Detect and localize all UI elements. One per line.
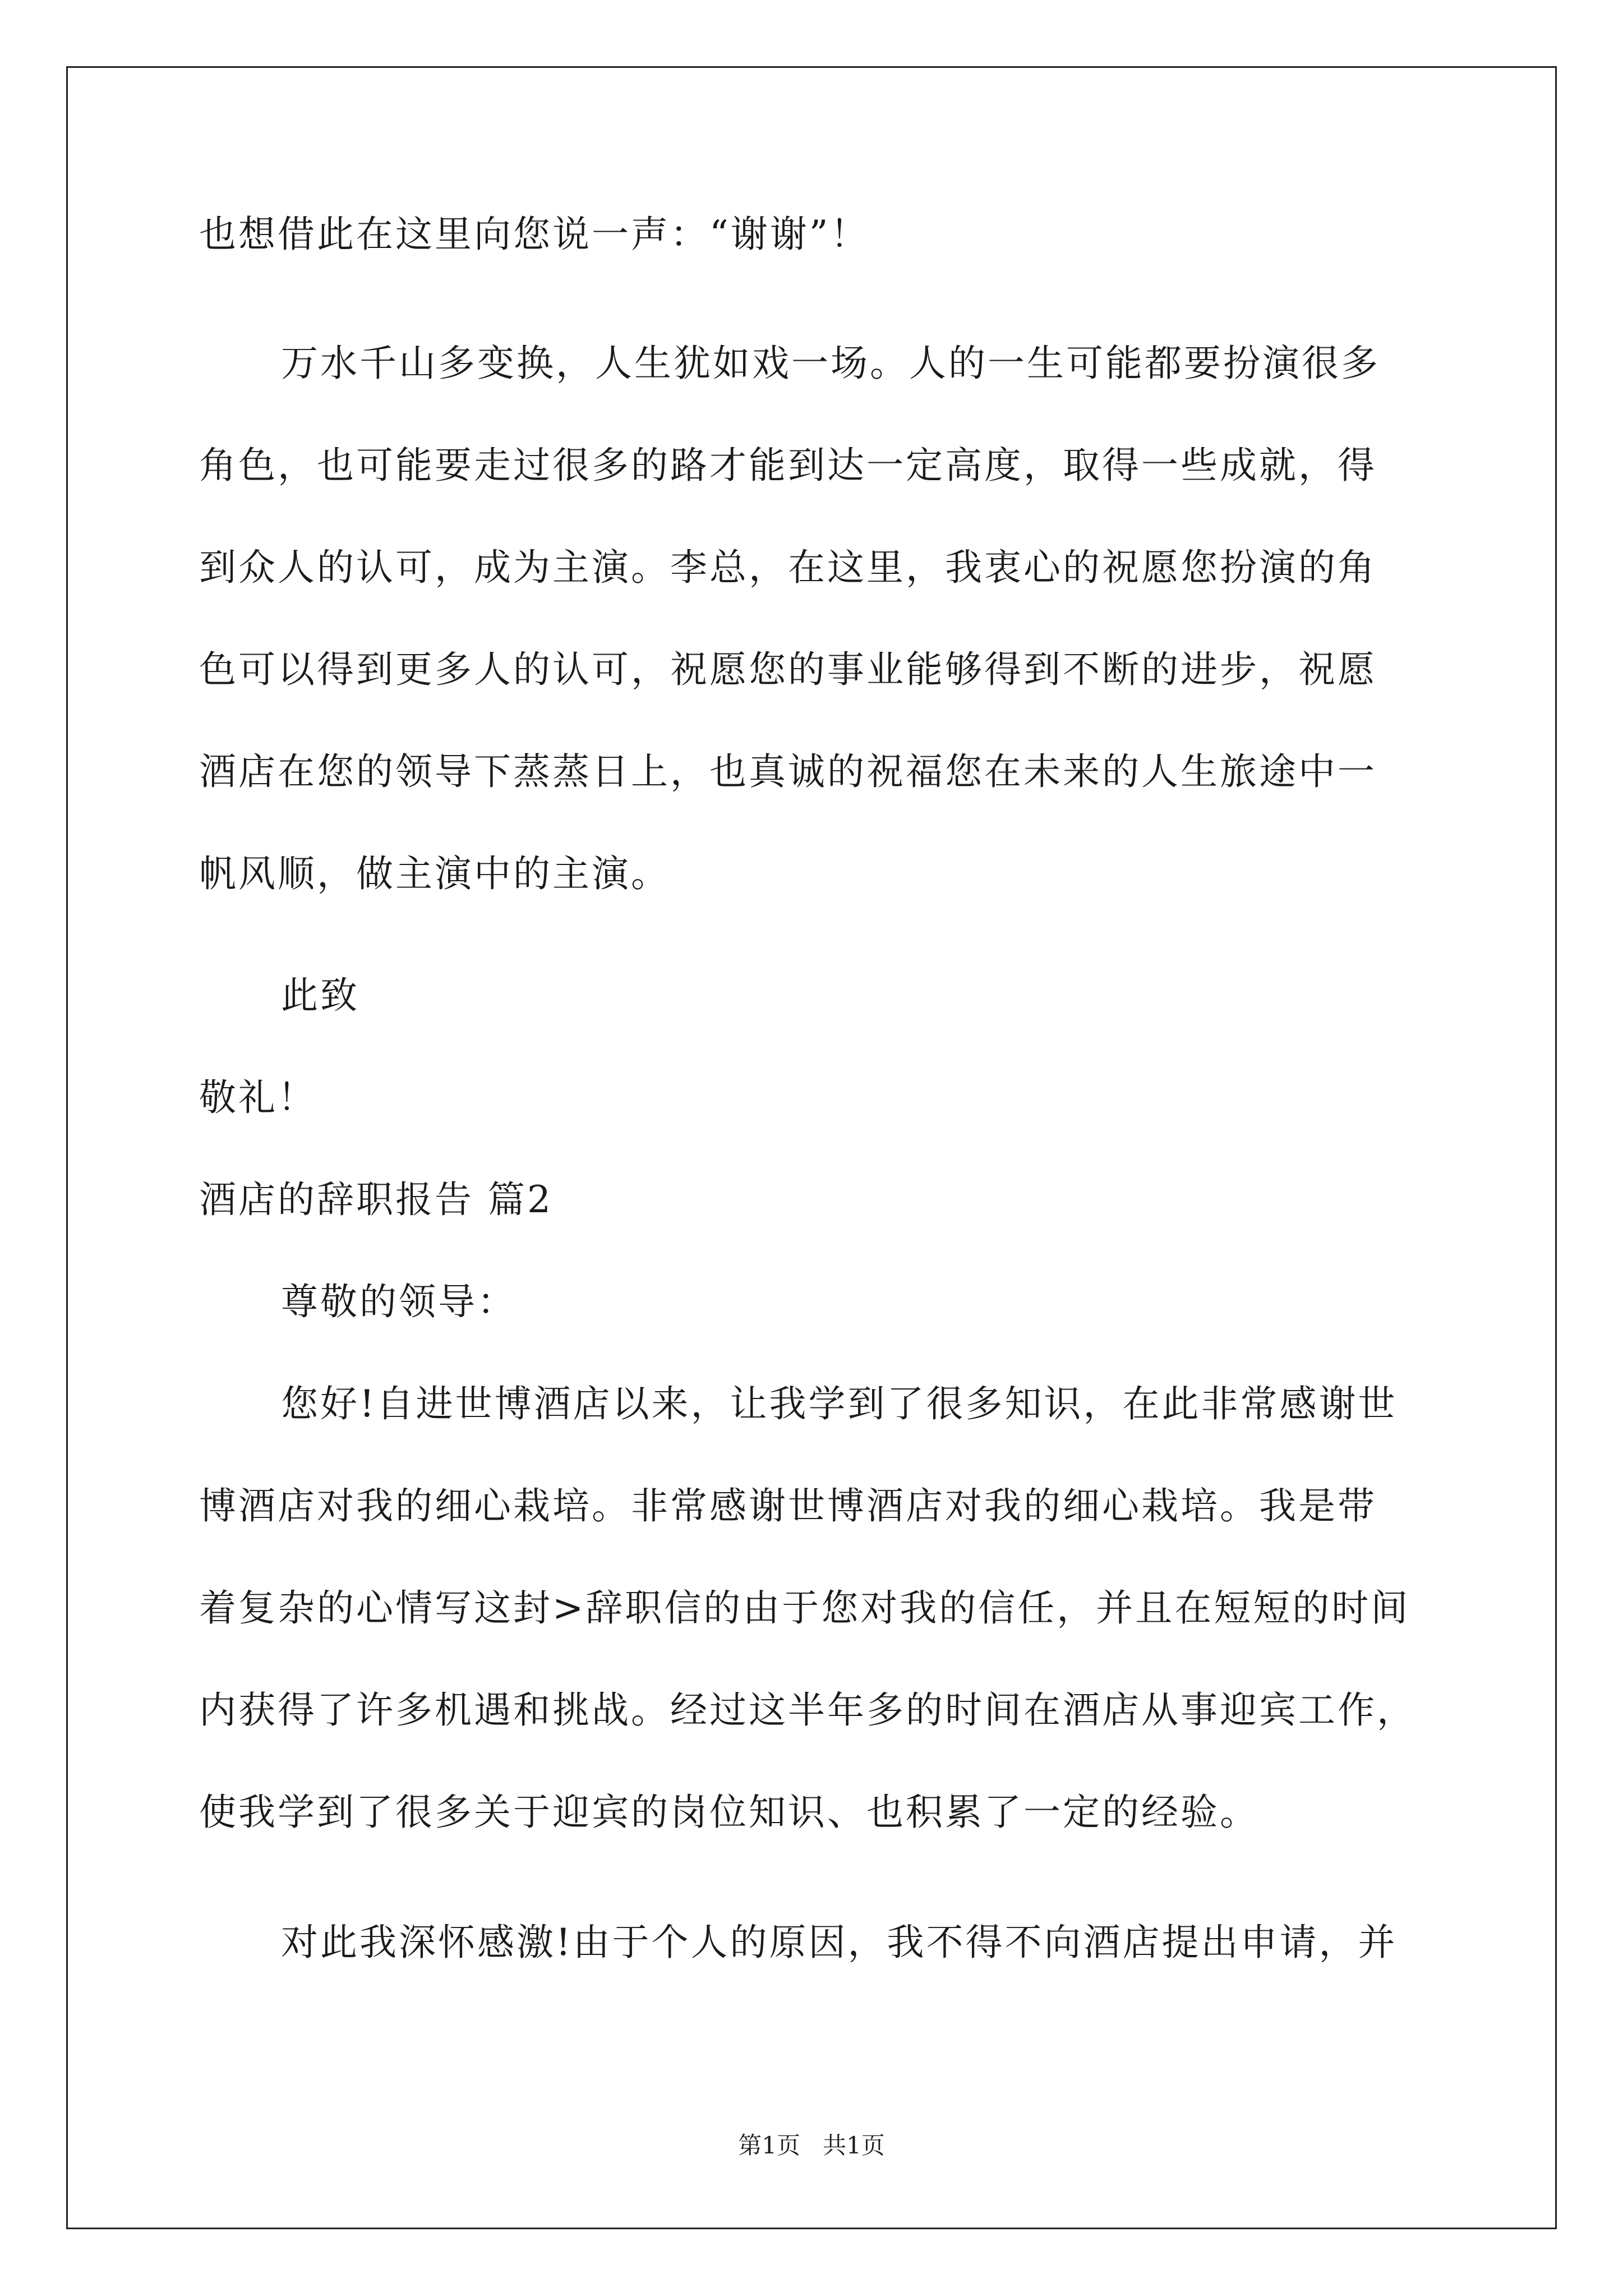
text-line: 使我学到了很多关于迎宾的岗位知识、也积累了一定的经验。 [199,1791,1259,1834]
greeting: 尊敬的领导： [281,1280,517,1323]
text-line: 内获得了许多机遇和挑战。经过这半年多的时间在酒店从事迎宾工作， [199,1688,1416,1732]
text-line: 角色，也可能要走过很多的路才能到达一定高度，取得一些成就，得 [199,444,1377,487]
text-line: 着复杂的心情写这封>辞职信的由于您对我的信任，并且在短短的时间 [199,1586,1410,1630]
paragraph-line: 您好!自进世博酒店以来，让我学到了很多知识，在此非常感谢世 [281,1382,1398,1425]
page-number-footer: 第1页 共1页 [738,2132,885,2159]
text-line: 色可以得到更多人的认可，祝愿您的事业能够得到不断的进步，祝愿 [199,648,1377,691]
text-line: 也想借此在这里向您说一声：“谢谢”！ [199,213,870,256]
paragraph-line: 对此我深怀感激!由于个人的原因，我不得不向酒店提出申请，并 [281,1921,1398,1964]
closing-regards: 敬礼！ [199,1076,317,1119]
section-title: 酒店的辞职报告 篇2 [199,1178,553,1221]
page-border [66,66,1557,2229]
text-line: 博酒店对我的细心栽培。非常感谢世博酒店对我的细心栽培。我是带 [199,1484,1377,1527]
paragraph-line: 万水千山多变换，人生犹如戏一场。人的一生可能都要扮演很多 [281,342,1380,385]
text-line: 到众人的认可，成为主演。李总，在这里，我衷心的祝愿您扮演的角 [199,546,1377,589]
text-line: 帆风顺，做主演中的主演。 [199,852,670,895]
text-line: 酒店在您的领导下蒸蒸日上，也真诚的祝福您在未来的人生旅途中一 [199,750,1377,793]
closing-salutation: 此致 [281,974,359,1017]
